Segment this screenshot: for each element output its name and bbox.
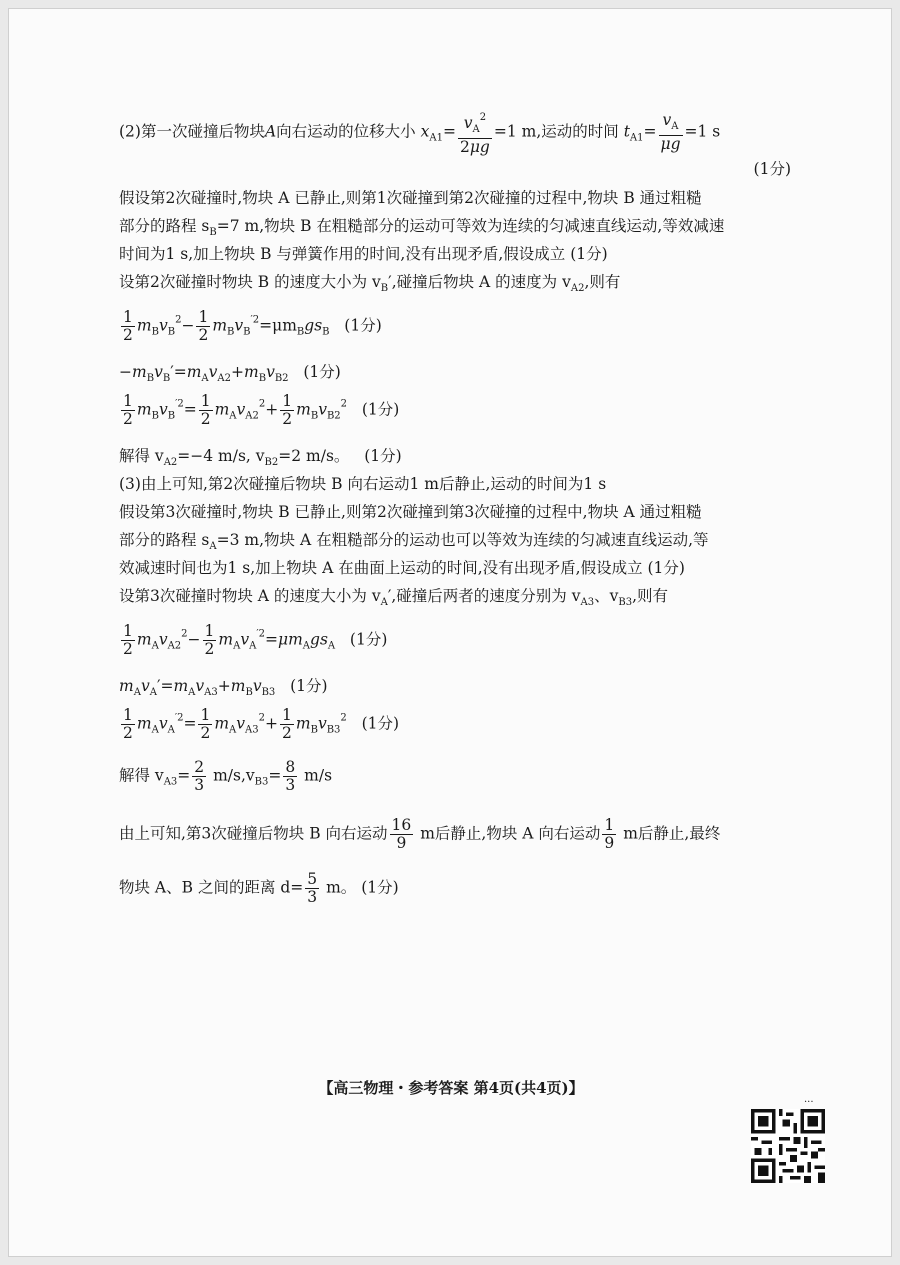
part3-para-line1: 假设第3次碰撞时,物块 B 已静止,则第2次碰撞到第3次碰撞的过程中,物块 A 通过粗糙 — [119, 503, 702, 521]
qr-code-icon — [751, 1109, 825, 1183]
final-line2: 物块 A、B 之间的距离 d= $\frac{5}{3}$ m。 (1分) — [119, 870, 399, 906]
part3-para-line4: 设第3次碰撞时物块 A 的速度大小为 $v_A'$,碰撞后两者的速度分别为 $v_{A3}$、$v_{B3}$,则有 — [119, 587, 669, 608]
solve-part3: 解得 $v_{A3}=$ $\frac{2}{3}$ $m/s,v_{B3}=$ $\frac{8}{3}$ m/s — [119, 758, 333, 794]
solve-part2: 解得 $v_{A2}=-4$ m/s, $v_{B2}=2$ m/s。 (1分) — [119, 447, 402, 468]
page-footer: 【高三物理・参考答案 第4页(共4页)】 — [318, 1079, 584, 1097]
part2-para1-line3: 时间为1 s,加上物块 B 与弹簧作用的时间,没有出现矛盾,假设成立 (1分) — [119, 245, 608, 263]
corner-mark: ... — [804, 1094, 814, 1105]
part3-para-line2: 部分的路程 $s_A=3$ m,物块 A 在粗糙部分的运动也可以等效为连续的匀减速直线运动,等 — [119, 531, 709, 552]
score-1: (1分) — [753, 160, 791, 178]
eq-momentum-2: $m_Av_A'=m_Av_{A3}+m_Bv_{B3}$ (1分) — [119, 677, 328, 698]
part2-para1-line1: 假设第2次碰撞时,物块 A 已静止,则第1次碰撞到第2次碰撞的过程中,物块 B 通过粗糙 — [119, 189, 702, 207]
eq-energy-3: $\frac{1}{2}$ $m_Av_{A2}^2-$ $\frac{1}{2}$ $m_Av_A^{'2}=\mu m_Ags_A$ (1分) — [123, 622, 388, 658]
part2-para1-line4: 设第2次碰撞时物块 B 的速度大小为 $v_B'$,碰撞后物块 A 的速度为 $v_{A2}$,则有 — [119, 273, 621, 294]
part2-para1-line2: 部分的路程 $s_B=7$ m,物块 B 在粗糙部分的运动可等效为连续的匀减速直线运动,等效减速 — [119, 217, 725, 238]
eq-momentum-1: $-m_Bv_B'=m_Av_{A2}+m_Bv_{B2}$ (1分) — [119, 363, 341, 384]
part3-line1: (3)由上可知,第2次碰撞后物块 B 向右运动1 m后静止,运动的时间为1 s — [119, 475, 607, 493]
eq-energy-4: $\frac{1}{2}$ $m_Av_A^{'2}=$ $\frac{1}{2}$ $m_Av_{A3}^2+$ $\frac{1}{2}$ $m_Bv_{B3}^2$ (1分) — [123, 706, 400, 742]
answer-page — [8, 8, 892, 1257]
part3-para-line3: 效减速时间也为1 s,加上物块 A 在曲面上运动的时间,没有出现矛盾,假设成立 (1分) — [119, 559, 685, 577]
eq-energy-1: $\frac{1}{2}$ $m_Bv_B^2-$ $\frac{1}{2}$ $m_Bv_B^{'2}=\mu m_Bgs_B$ (1分) — [123, 308, 382, 344]
eq-energy-2: $\frac{1}{2}$ $m_Bv_B^{'2}=$ $\frac{1}{2}$ $m_Av_{A2}^2+$ $\frac{1}{2}$ $m_Bv_{B2}^2$ (1分) — [123, 392, 400, 428]
final-line1: 由上可知,第3次碰撞后物块 B 向右运动 $\frac{16}{9}$ m后静止,物块 A 向右运动 $\frac{1}{9}$ m后静止,最终 — [119, 816, 721, 852]
part2-line1: (2)第一次碰撞后物块A向右运动的位移大小 $x_{A1}=$ $\frac{v_A^2}{2\mu g}$ =1 m,运动的时间 $t_{A1}=$ $\frac{v_A}{\mu g}$ =1 s — [119, 111, 721, 156]
